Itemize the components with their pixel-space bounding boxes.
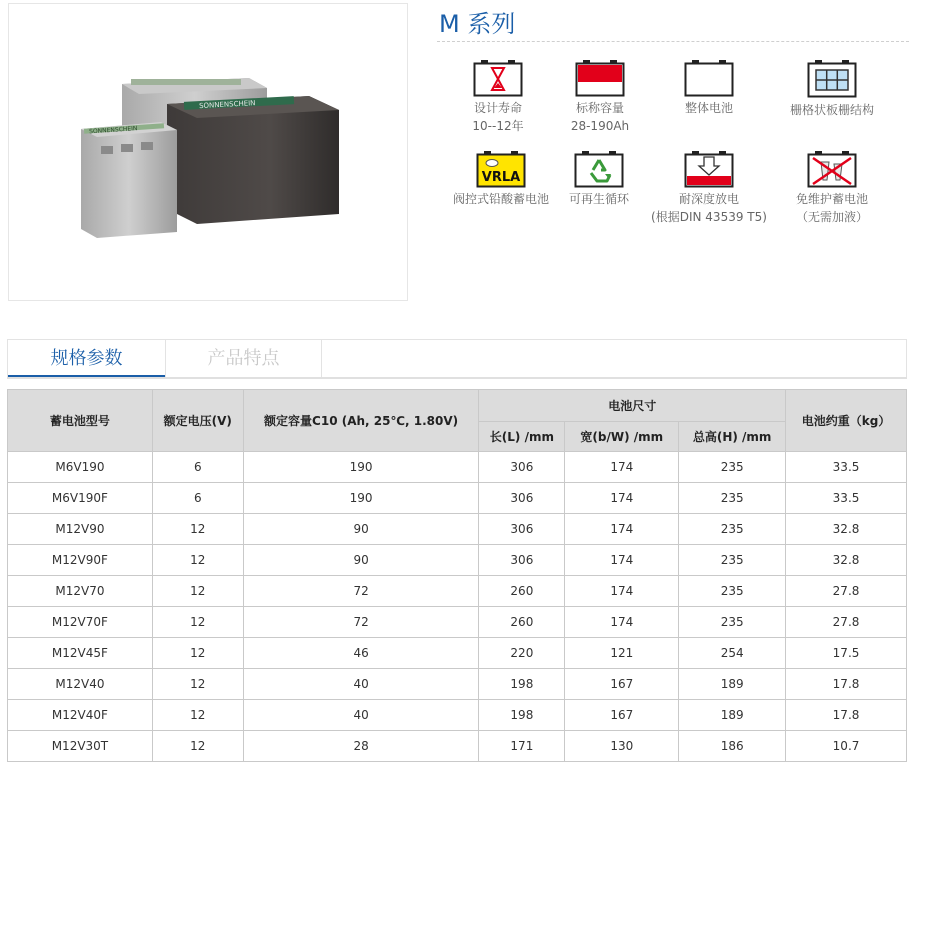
- cell-capacity: 72: [243, 576, 479, 607]
- feature-text-line: 免维护蓄电池: [795, 192, 868, 206]
- cell-height: 186: [679, 731, 786, 762]
- feature-monoblock: [649, 59, 769, 117]
- cell-weight: 17.8: [786, 669, 907, 700]
- cell-length: 220: [479, 638, 565, 669]
- feature-text-line: 28-190Ah: [570, 119, 630, 133]
- cell-length: 260: [479, 576, 565, 607]
- cell-model: M12V40F: [8, 700, 153, 731]
- cell-width: 174: [565, 483, 679, 514]
- feature-text-line: （无需加液）: [795, 210, 868, 224]
- cell-capacity: 40: [243, 669, 479, 700]
- cell-width: 174: [565, 545, 679, 576]
- cell-capacity: 190: [243, 452, 479, 483]
- cell-height: 235: [679, 452, 786, 483]
- cell-capacity: 190: [243, 483, 479, 514]
- header-height: 总高(H) /mm: [679, 422, 786, 452]
- maintenance-free-icon: [807, 150, 857, 188]
- cell-capacity: 90: [243, 545, 479, 576]
- feature-deep-discharge: [649, 150, 769, 226]
- battery-product-photo: [9, 4, 409, 302]
- cell-voltage: 12: [152, 607, 243, 638]
- header-voltage: 额定电压(V): [152, 390, 243, 452]
- cell-model: M12V70: [8, 576, 153, 607]
- cell-voltage: 12: [152, 638, 243, 669]
- feature-text-line: 栅格状板栅结构: [789, 103, 874, 117]
- cell-weight: 32.8: [786, 545, 907, 576]
- table-row: [8, 514, 907, 545]
- cell-capacity: 46: [243, 638, 479, 669]
- cell-height: 254: [679, 638, 786, 669]
- cell-voltage: 6: [152, 483, 243, 514]
- cell-model: M6V190: [8, 452, 153, 483]
- label-strip-grey: SONNENSCHEIN: [88, 125, 138, 136]
- cell-height: 235: [679, 545, 786, 576]
- header-capacity: 额定容量C10 (Ah, 25℃, 1.80V): [243, 390, 479, 452]
- table-row: [8, 576, 907, 607]
- cell-model: M12V70F: [8, 607, 153, 638]
- label-strip-dark: SONNENSCHEIN: [198, 99, 256, 111]
- table-row: [8, 669, 907, 700]
- feature-capacity: [540, 59, 660, 135]
- cell-height: 189: [679, 669, 786, 700]
- hourglass-icon: [473, 59, 523, 97]
- tab-underline: [7, 377, 907, 379]
- cell-model: M12V45F: [8, 638, 153, 669]
- cell-weight: 27.8: [786, 576, 907, 607]
- cell-length: 306: [479, 483, 565, 514]
- cell-capacity: 72: [243, 607, 479, 638]
- cell-width: 167: [565, 669, 679, 700]
- feature-recycle: [539, 150, 659, 208]
- cell-voltage: 6: [152, 452, 243, 483]
- cell-length: 306: [479, 545, 565, 576]
- cell-width: 121: [565, 638, 679, 669]
- cell-width: 174: [565, 576, 679, 607]
- table-row: [8, 731, 907, 762]
- title-divider: [437, 41, 909, 42]
- cell-voltage: 12: [152, 700, 243, 731]
- cell-model: M12V30T: [8, 731, 153, 762]
- feature-text-line: 可再生循环: [568, 192, 629, 206]
- vrla-icon: [476, 150, 526, 188]
- cell-voltage: 12: [152, 576, 243, 607]
- cell-model: M12V40: [8, 669, 153, 700]
- feature-text-line: 标称容量: [575, 101, 624, 115]
- series-title: M 系列: [439, 10, 516, 38]
- product-image: [8, 3, 408, 301]
- cell-width: 130: [565, 731, 679, 762]
- capacity-icon: [575, 59, 625, 97]
- cell-length: 198: [479, 669, 565, 700]
- battery-block-icon: [684, 59, 734, 97]
- table-row: [8, 483, 907, 514]
- feature-text-line: 设计寿命: [473, 101, 522, 115]
- recycle-icon: [574, 150, 624, 188]
- cell-weight: 33.5: [786, 452, 907, 483]
- header-weight: 电池约重（kg）: [786, 390, 907, 452]
- cell-height: 235: [679, 576, 786, 607]
- cell-voltage: 12: [152, 545, 243, 576]
- cell-weight: 17.5: [786, 638, 907, 669]
- feature-text-line: 耐深度放电: [678, 192, 739, 206]
- header-length: 长(L) /mm: [479, 422, 565, 452]
- cell-weight: 10.7: [786, 731, 907, 762]
- table-row: [8, 545, 907, 576]
- cell-length: 306: [479, 452, 565, 483]
- cell-weight: 17.8: [786, 700, 907, 731]
- cell-voltage: 12: [152, 514, 243, 545]
- cell-weight: 32.8: [786, 514, 907, 545]
- cell-length: 198: [479, 700, 565, 731]
- cell-width: 167: [565, 700, 679, 731]
- header-width: 宽(b/W) /mm: [565, 422, 679, 452]
- cell-weight: 27.8: [786, 607, 907, 638]
- cell-capacity: 40: [243, 700, 479, 731]
- spec-table: [7, 389, 907, 762]
- cell-voltage: 12: [152, 731, 243, 762]
- feature-text-line: 整体电池: [684, 101, 733, 115]
- cell-height: 235: [679, 607, 786, 638]
- table-row: [8, 638, 907, 669]
- table-row: [8, 452, 907, 483]
- cell-width: 174: [565, 514, 679, 545]
- deep-discharge-icon: [684, 150, 734, 188]
- cell-length: 306: [479, 514, 565, 545]
- cell-width: 174: [565, 607, 679, 638]
- feature-text-line: (根据DIN 43539 T5): [651, 210, 767, 224]
- cell-length: 171: [479, 731, 565, 762]
- tab-product-features[interactable]: 产品特点: [165, 340, 322, 378]
- cell-model: M12V90F: [8, 545, 153, 576]
- tab-bar: [7, 339, 907, 379]
- cell-model: M12V90: [8, 514, 153, 545]
- cell-height: 189: [679, 700, 786, 731]
- table-row: [8, 700, 907, 731]
- header-model: 蓄电池型号: [8, 390, 153, 452]
- cell-width: 174: [565, 452, 679, 483]
- tab-specifications[interactable]: 规格参数: [8, 340, 165, 378]
- header-dimensions: 电池尺寸: [479, 390, 786, 422]
- table-row: [8, 607, 907, 638]
- feature-text-line: 10--12年: [472, 119, 524, 133]
- cell-height: 235: [679, 483, 786, 514]
- feature-grid-plate: [770, 59, 894, 119]
- feature-text-line: 阀控式铅酸蓄电池: [452, 192, 549, 206]
- cell-weight: 33.5: [786, 483, 907, 514]
- cell-model: M6V190F: [8, 483, 153, 514]
- feature-maintenance-free: [772, 150, 892, 226]
- cell-length: 260: [479, 607, 565, 638]
- vrla-icon-text: VRLA: [481, 170, 521, 185]
- cell-capacity: 90: [243, 514, 479, 545]
- cell-height: 235: [679, 514, 786, 545]
- grid-plate-icon: [807, 59, 857, 99]
- cell-capacity: 28: [243, 731, 479, 762]
- cell-voltage: 12: [152, 669, 243, 700]
